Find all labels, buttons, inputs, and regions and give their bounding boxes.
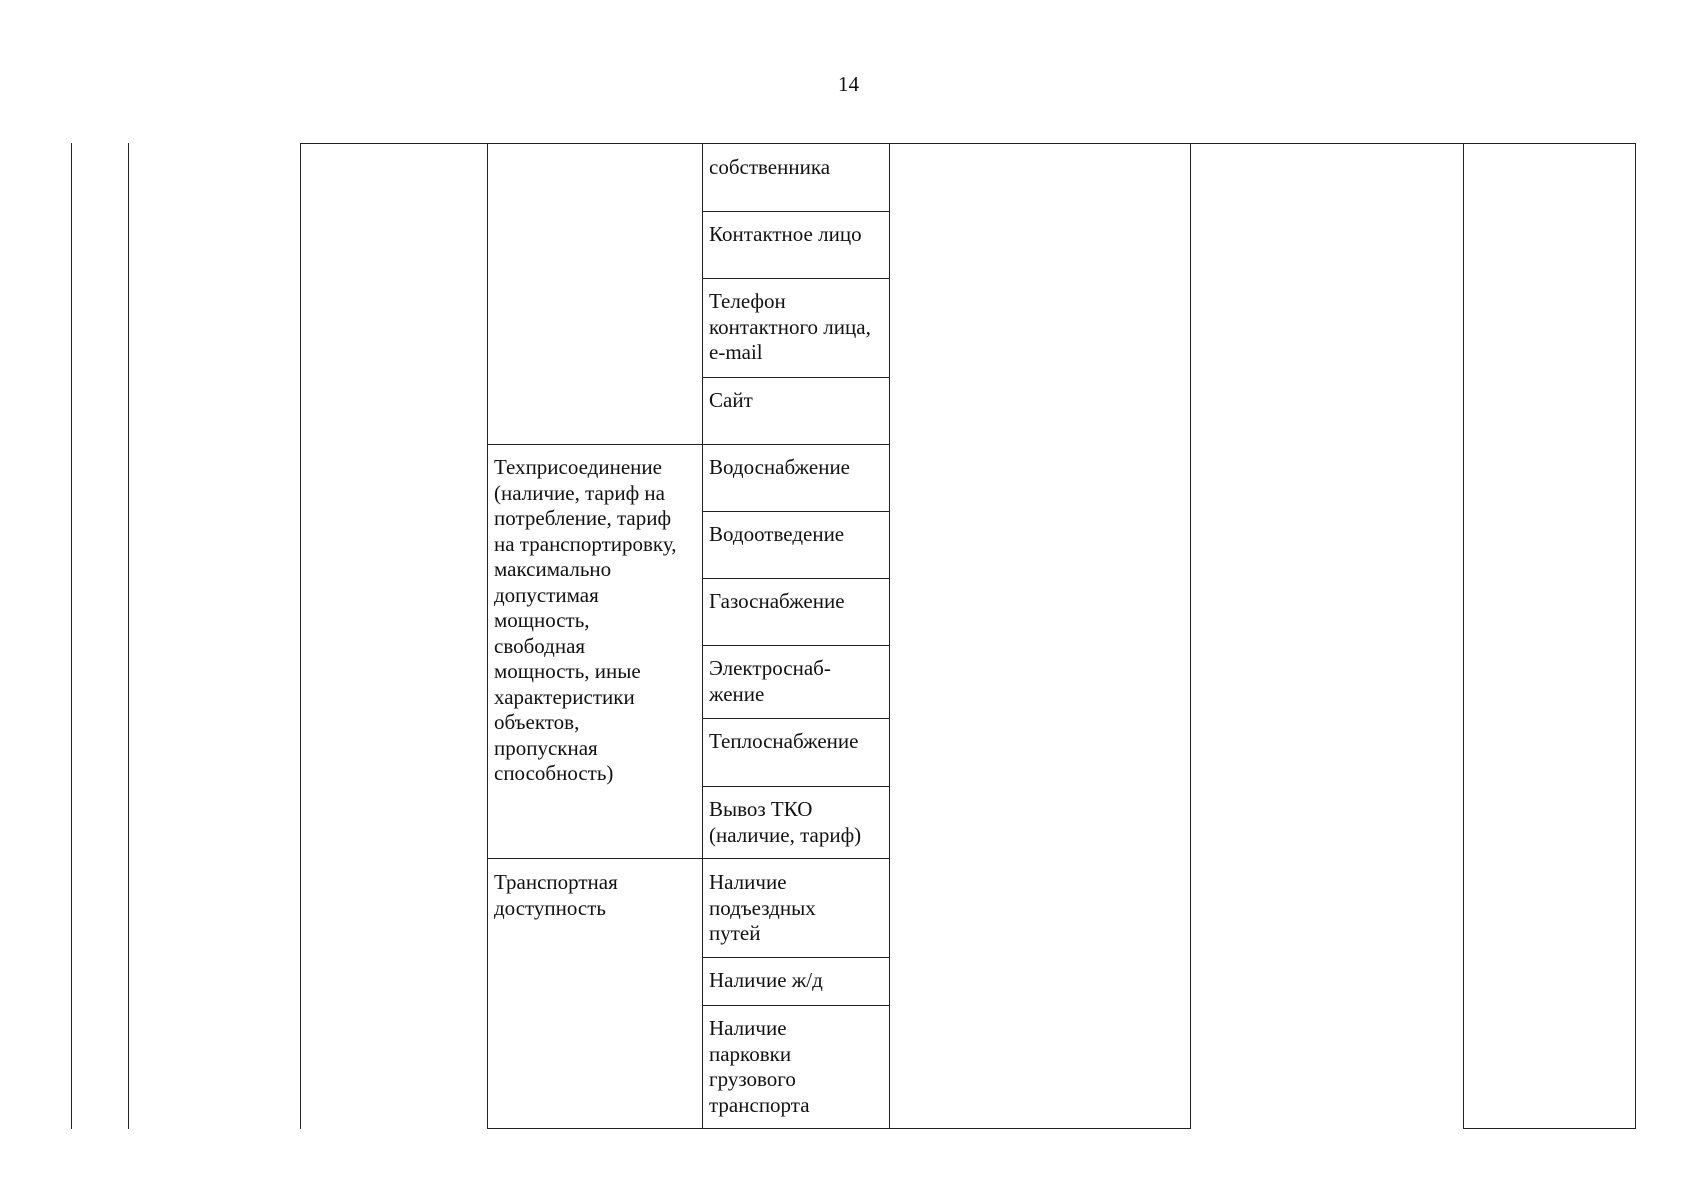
table-border <box>1463 1128 1636 1129</box>
table-cell-access-roads: Наличие подъездных путей <box>709 870 816 945</box>
table-border <box>128 143 129 1129</box>
table-border <box>702 718 890 719</box>
table-border <box>1190 143 1191 1129</box>
table-cell-owner: собственника <box>709 155 831 179</box>
table-cell-website: Сайт <box>709 388 753 412</box>
table-border <box>702 578 890 579</box>
table-border <box>71 143 72 1129</box>
table-border <box>702 1005 890 1006</box>
group-name-transport: Транспортная доступность <box>494 870 618 920</box>
table-border <box>702 786 890 787</box>
table-border <box>300 143 1636 144</box>
table-cell-truck-parking: Наличие парковки грузового транспорта <box>709 1016 810 1117</box>
table-border <box>702 645 890 646</box>
table-border <box>702 377 890 378</box>
table-border <box>487 858 890 859</box>
table-cell-electricity: Электроснаб- жение <box>709 656 831 706</box>
table-cell-water-supply: Водоснабжение <box>709 455 851 479</box>
table-cell-gas-supply: Газоснабжение <box>709 589 845 613</box>
table-cell-sewerage: Водоотведение <box>709 522 845 546</box>
table-border <box>487 1128 1191 1129</box>
table-border <box>702 278 890 279</box>
table-border <box>1463 143 1464 1129</box>
table-border <box>702 143 703 1129</box>
table-cell-contact-person: Контактное лицо <box>709 222 862 246</box>
table-cell-railway: Наличие ж/д <box>709 968 823 992</box>
table-border <box>487 444 890 445</box>
page-number: 14 <box>838 72 859 96</box>
group-name-tech-connection: Техприсоединение (наличие, тариф на потребление, тариф на транспортировку, максимально допустимая мощность, свободная мощность, иные характеристики объектов, пропускная способность) <box>494 455 677 785</box>
table-border <box>702 957 890 958</box>
table-border <box>702 511 890 512</box>
table-border <box>889 143 890 1129</box>
table-cell-heat-supply: Теплоснабжение <box>709 729 859 753</box>
table-border <box>487 143 488 1129</box>
table-border <box>1635 143 1636 1129</box>
table-border <box>702 211 890 212</box>
table-border <box>300 143 301 1129</box>
table-cell-waste-removal: Вывоз ТКО (наличие, тариф) <box>709 797 862 847</box>
table-cell-contact-phone: Телефон контактного лица, e-mail <box>709 289 871 364</box>
